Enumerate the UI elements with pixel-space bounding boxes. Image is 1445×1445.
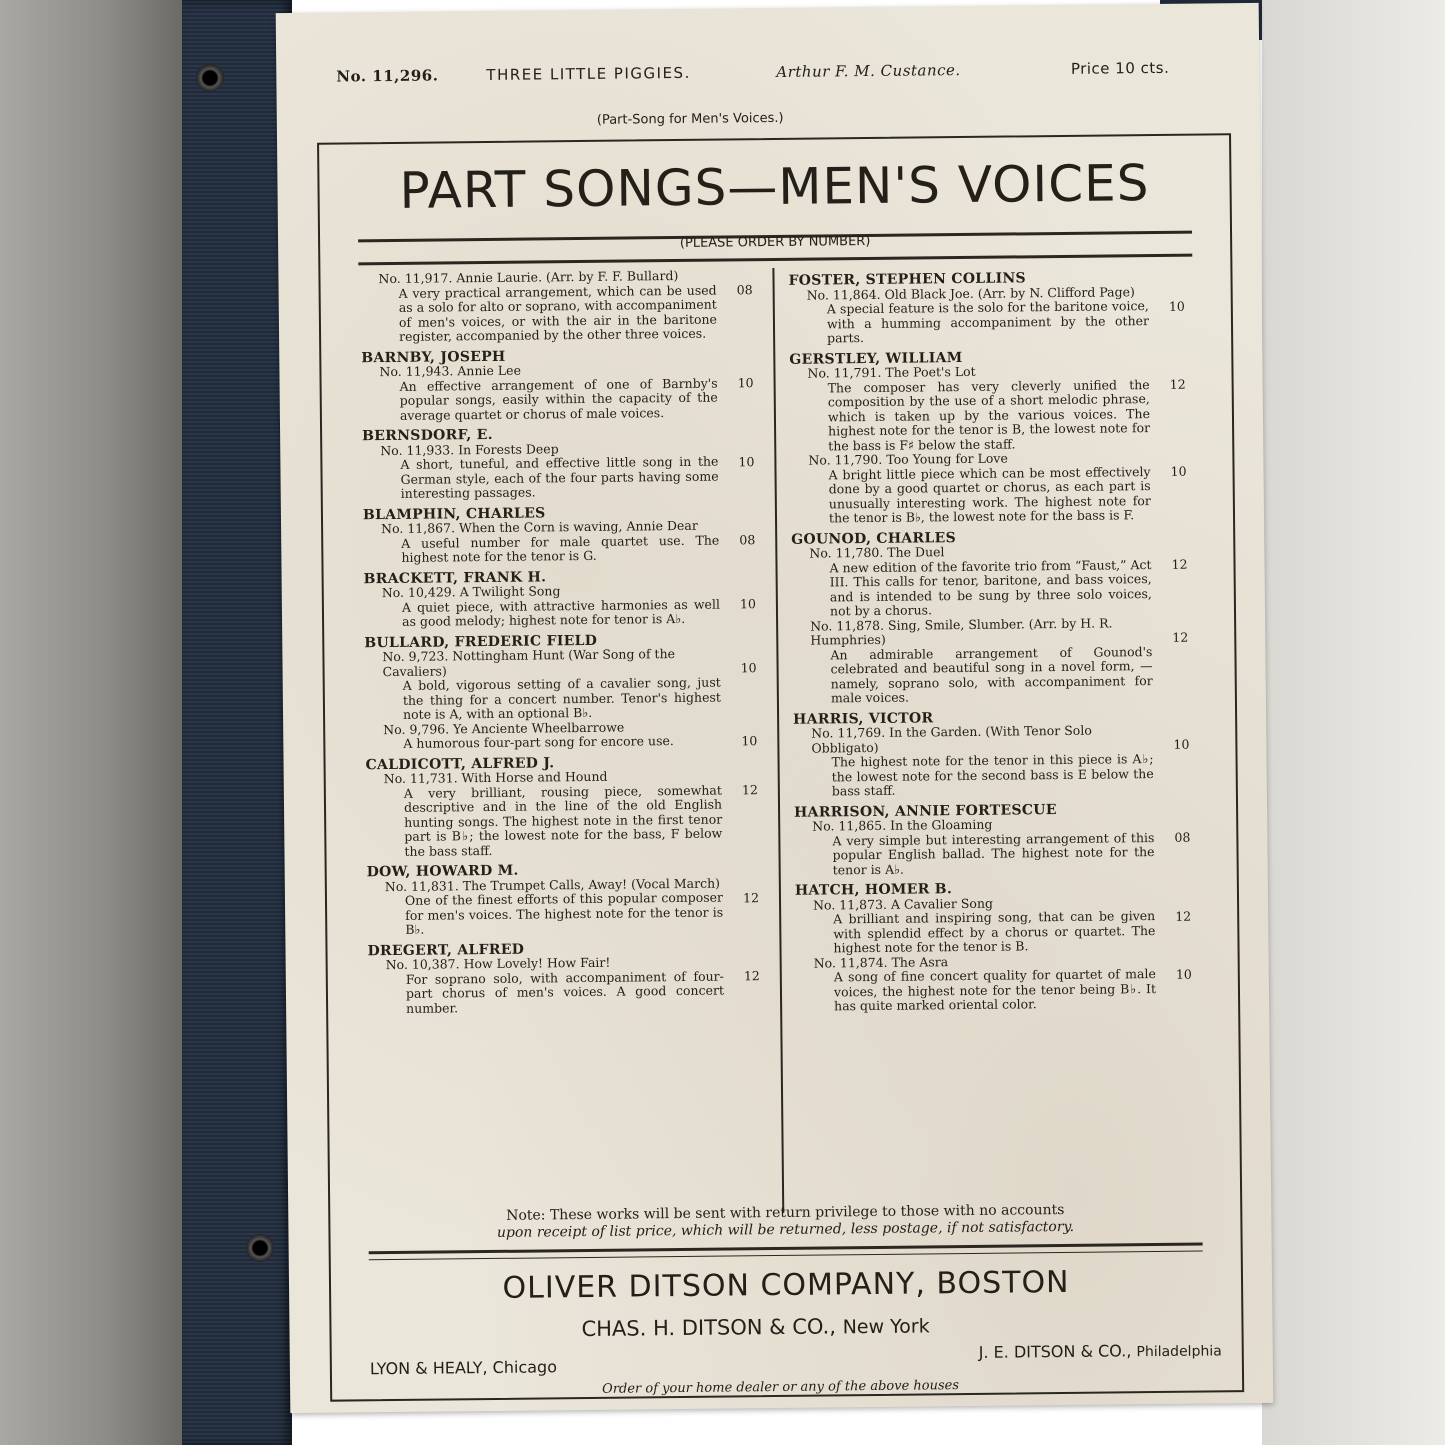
binder-rivet-top (196, 64, 224, 92)
column-divider (772, 268, 784, 1213)
entry-title: No. 11,831. The Trumpet Calls, Away! (Vocal March) (384, 875, 721, 894)
composer-group (367, 861, 764, 938)
header-number: No. 11,296. (336, 66, 439, 86)
entry-description: An admirable arrangement of Gounod's celebrated and beautiful song in a novel form, — namely, soprano solo, with accompaniment for male voices. (830, 643, 1153, 706)
entry-description: A humorous four-part song for encore use. (403, 733, 674, 751)
page-title: PART SONGS—MEN'S VOICES (399, 154, 1150, 220)
entry-description: A song of fine concert quality for quartet of male voices, the highest note for the tenor being B♭. It has quite marked oriental color. (833, 966, 1157, 1014)
catalog-entry (367, 876, 764, 938)
composer-group (795, 880, 1196, 1015)
publisher-fourth-name: J. E. DITSON & CO., (978, 1341, 1132, 1362)
composer-group (360, 268, 757, 345)
catalog-entry (789, 284, 1190, 346)
entry-description: For soprano solo, with accompaniment of four-part chorus of men's voices. A good concert number. (405, 968, 725, 1016)
composer-name: FOSTER, STEPHEN COLLINS (788, 270, 1027, 289)
entry-description: A useful number for male quartet use. The highest note for the tenor is G. (401, 532, 720, 565)
entry-price: 12 (1169, 376, 1186, 392)
catalog-entry (791, 543, 1192, 620)
binder-rivet-bottom (246, 1234, 274, 1262)
entry-description: The highest note for the tenor in this piece is A♭; the lowest note for the second bass is E below the bass staff. (831, 751, 1154, 799)
entry-title: No. 11,874. The Asra (813, 953, 949, 971)
entry-description: A very brilliant, rousing piece, somewhat descriptive and in the line of the old English hunting songs. The highest note in the first tenor part is B♭; the lowest note for the bass, F below the bass staff. (403, 782, 723, 859)
composer-name: BERNSDORF, E. (362, 426, 493, 445)
entry-price: 12 (1171, 556, 1188, 572)
catalog-entry (793, 723, 1194, 800)
composer-name: CALDICOTT, ALFRED J. (365, 754, 555, 773)
entry-description: One of the finest efforts of this popular composer for men's voices. The highest note for the tenor is B♭. (404, 889, 724, 937)
publisher-second-city: New York (842, 1315, 930, 1339)
entry-price: 10 (737, 375, 754, 391)
composer-name: BARNBY, JOSEPH (361, 348, 506, 366)
composer-group (794, 801, 1195, 878)
entry-description: A bright little piece which can be most effectively done by a good quartet or chorus, as each part is unusually interesting work. The highest note for the tenor is B♭, the lowest note for the bass is F. (828, 463, 1151, 526)
entry-description: A brilliant and inspiring song, that can be given with splendid effect by a chorus or quartet. The highest note for the tenor is B. (833, 908, 1156, 956)
catalog-entry (365, 719, 761, 752)
catalog-entry (360, 268, 757, 345)
composer-name: GOUNOD, CHARLES (791, 529, 957, 548)
publisher-fourth (979, 1340, 1222, 1362)
entry-title: No. 11,864. Old Black Joe. (Arr. by N. Clifford Page) (806, 283, 1135, 303)
composer-group (364, 568, 761, 630)
entry-description: An effective arrangement of one of Barnby's popular songs, easily within the capacity of the average quartet or chorus of male voices. (399, 375, 718, 423)
catalog-entry (789, 363, 1190, 454)
entry-title: No. 11,873. A Cavalier Song (812, 895, 994, 913)
catalog-entry (366, 768, 763, 859)
catalog-entry (368, 954, 765, 1016)
composer-group (363, 504, 760, 566)
entry-price: 12 (1175, 908, 1192, 924)
publisher-second (581, 1313, 929, 1341)
entry-price: 12 (741, 782, 758, 798)
composer-group (362, 425, 759, 502)
composer-name: HARRISON, ANNIE FORTESCUE (794, 801, 1057, 821)
entry-price: 10 (738, 453, 755, 469)
entry-title: No. 10,429. A Twilight Song (381, 583, 561, 601)
page-subtitle: (PLEASE ORDER BY NUMBER) (679, 233, 871, 251)
binder-spine (182, 0, 292, 1445)
publisher-third (370, 1357, 557, 1378)
order-note-line-1: Note: These works will be sent with return privilege to those with no accounts (506, 1201, 1065, 1224)
header-price: Price 10 cts. (1070, 58, 1170, 78)
catalog-entry (363, 518, 759, 566)
catalog-entry (792, 615, 1193, 706)
composer-group (364, 632, 761, 752)
publisher-order-line: Order of your home dealer or any of the above houses (602, 1378, 960, 1397)
header-subtitle: (Part-Song for Men's Voices.) (596, 110, 784, 128)
composer-name: DREGERT, ALFRED (367, 941, 525, 959)
composer-group (789, 348, 1191, 526)
left-column (360, 268, 764, 1016)
composer-group (788, 270, 1189, 347)
composer-name: BULLARD, FREDERIC FIELD (364, 632, 598, 651)
entry-price: 08 (1174, 829, 1191, 845)
background-surface (0, 0, 182, 1445)
publisher-fourth-city: Philadelphia (1136, 1343, 1222, 1361)
entry-title: No. 10,387. How Lovely! How Fair! (385, 954, 611, 973)
catalog-entry (795, 894, 1196, 956)
catalog-frame (317, 133, 1244, 1402)
composer-name: BLAMPHIN, CHARLES (362, 504, 546, 523)
composer-group (791, 528, 1193, 706)
entry-price: 10 (1168, 298, 1185, 314)
publisher-second-name: CHAS. H. DITSON & CO., (581, 1314, 837, 1342)
catalog-entry (796, 952, 1197, 1014)
entry-title: No. 11,878. Sing, Smile, Slumber. (Arr. by H. R. Humphries) (810, 614, 1113, 648)
entry-price: 10 (739, 596, 756, 612)
header-title: THREE LITTLE PIGGIES. (486, 63, 691, 84)
publisher-third-name: LYON & HEALY, (369, 1358, 488, 1379)
composer-name: BRACKETT, FRANK H. (363, 568, 547, 587)
catalog-entry (794, 816, 1195, 878)
entry-price: 10 (741, 732, 758, 748)
right-column (788, 264, 1196, 1015)
entry-title: No. 11,865. In the Gloaming (812, 816, 993, 834)
entry-price: 12 (742, 889, 760, 905)
composer-name: HARRIS, VICTOR (793, 709, 934, 728)
entry-title: No. 11,943. Annie Lee (379, 362, 521, 380)
entry-price: 12 (743, 968, 760, 984)
entry-title: No. 9,796. Ye Anciente Wheelbarrowe (383, 719, 625, 737)
composer-name: DOW, HOWARD M. (366, 862, 519, 881)
entry-title: No. 11,917. Annie Laurie. (Arr. by F. F. Bullard) (378, 267, 679, 287)
entry-title: No. 11,731. With Horse and Hound (383, 768, 608, 787)
entry-title: No. 9,723. Nottingham Hunt (War Song of the Cavaliers) (382, 646, 676, 679)
entry-title: No. 11,780. The Duel (809, 544, 945, 561)
entry-price: 10 (1170, 463, 1187, 479)
entry-title: No. 11,769. In the Garden. (With Tenor Solo Obbligato) (811, 722, 1092, 756)
header-line (336, 58, 1170, 86)
entry-description: The composer has very cleverly unified the composition by the use of a short melodic phrase, which is taken up by the various voices. The highest note for the tenor is B, the lowest note for the bass is F♯ below the staff. (827, 376, 1151, 453)
header-author: Arthur F. M. Custance. (776, 61, 961, 81)
publisher-main: OLIVER DITSON COMPANY, BOSTON (502, 1264, 1070, 1306)
entry-title: No. 11,933. In Forests Deep (380, 440, 559, 458)
composer-group (365, 754, 762, 860)
catalog-entry (362, 440, 759, 502)
entry-price: 08 (739, 532, 756, 548)
entry-description: A new edition of the favorite trio from “Faust,” Act III. This calls for tenor, baritone, and bass voices, and is intended to be sung by three solo voices, not by a chorus. (829, 556, 1152, 619)
catalog-entry (790, 450, 1191, 527)
entry-title: No. 11,791. The Poet's Lot (807, 363, 976, 381)
composer-group (793, 708, 1194, 799)
catalog-entry (364, 646, 761, 723)
composer-group (367, 940, 764, 1017)
entry-description: A special feature is the solo for the baritone voice, with a humming accompaniment by the other parts. (826, 298, 1150, 346)
entry-price: 08 (736, 282, 753, 298)
catalog-entry (361, 361, 758, 423)
catalog-entry (364, 582, 760, 630)
composer-group (361, 347, 758, 424)
order-note (330, 1200, 1240, 1244)
background-surface-right (1262, 0, 1445, 1445)
entry-price: 10 (740, 660, 757, 676)
title-rule-lower (358, 254, 1192, 266)
entry-price: 10 (1173, 736, 1190, 752)
composer-name: GERSTLEY, WILLIAM (789, 349, 963, 368)
publisher-third-city: Chicago (492, 1357, 558, 1377)
sheet-music-page (276, 3, 1274, 1413)
entry-description: A very practical arrangement, which can be used as a solo for alto or soprano, with accompaniment of men's voices, or with the air in the baritone register, accompanied by the other three voices. (398, 282, 717, 344)
entry-price: 10 (1175, 966, 1192, 982)
entry-description: A bold, vigorous setting of a cavalier song, just the thing for a concert number. Tenor's highest note is A, with an optional B♭. (402, 674, 721, 722)
order-note-line-2: upon receipt of list price, which will be returned, less postage, if not satisfactory. (496, 1218, 1075, 1241)
entry-description: A quiet piece, with attractive harmonies as well as good melody; highest note for tenor is A♭. (401, 596, 720, 629)
entry-description: A very simple but interesting arrangement of this popular English ballad. The highest note for the tenor is A♭. (832, 829, 1155, 877)
entry-price: 12 (1172, 629, 1189, 645)
entry-description: A short, tuneful, and effective little song in the German style, each of the four parts having some interesting passages. (400, 453, 719, 501)
composer-name: HATCH, HOMER B. (794, 881, 953, 899)
entry-title: No. 11,790. Too Young for Love (808, 450, 1008, 468)
entry-title: No. 11,867. When the Corn is waving, Annie Dear (381, 517, 698, 537)
